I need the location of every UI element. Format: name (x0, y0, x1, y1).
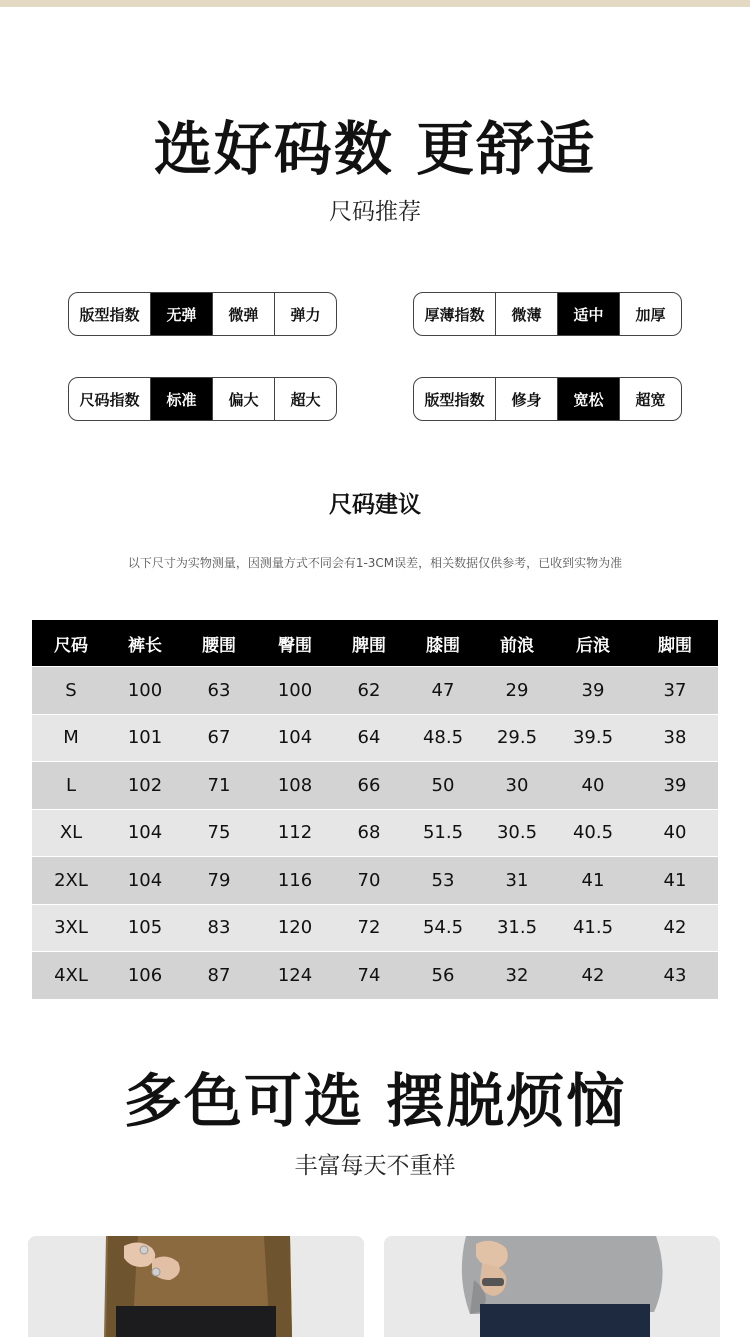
table-cell: 30 (505, 774, 529, 796)
index-option: 无弹 (150, 293, 212, 335)
table-cell: 79 (207, 869, 231, 891)
table-header-cell: 后浪 (576, 635, 610, 656)
table-cell: 100 (127, 679, 163, 701)
table-cell: 120 (277, 917, 313, 939)
index-option: 微薄 (495, 293, 557, 335)
table-cell: 124 (277, 964, 313, 986)
table-cell: 40 (663, 822, 687, 844)
table-cell: 51.5 (422, 822, 464, 844)
table-row (32, 951, 718, 999)
table-cell: 40.5 (572, 822, 614, 844)
table-cell: 105 (127, 917, 163, 939)
table-cell: 56 (431, 964, 455, 986)
table-cell: 40 (581, 774, 605, 796)
table-cell: S (65, 679, 77, 701)
index-option: 标准 (150, 378, 212, 420)
index-option: 微弹 (212, 293, 274, 335)
table-cell: 72 (357, 917, 381, 939)
table-cell: 54.5 (422, 917, 464, 939)
section-title-colors: 多色可选 摆脱烦恼 (123, 1067, 627, 1135)
index-option: 加厚 (619, 293, 681, 335)
table-cell: 42 (581, 964, 605, 986)
index-label: 尺码指数 (79, 390, 140, 409)
product-photo-brown (28, 1236, 364, 1337)
table-header-row (32, 620, 718, 666)
table-cell: 38 (663, 727, 687, 749)
table-cell: 39 (581, 679, 605, 701)
table-cell: 47 (431, 679, 455, 701)
table-cell: 104 (277, 727, 313, 749)
table-cell: 48.5 (422, 727, 464, 749)
size-advice-title: 尺码建议 (329, 492, 421, 518)
table-cell: 43 (663, 964, 687, 986)
table-cell: 83 (207, 917, 231, 939)
section-subtitle-size: 尺码推荐 (329, 199, 421, 225)
table-cell: 71 (207, 774, 231, 796)
table-cell: 41 (663, 869, 687, 891)
table-cell: 108 (277, 774, 313, 796)
index-label: 版型指数 (424, 390, 485, 409)
table-cell: 29.5 (496, 727, 538, 749)
size-table (32, 620, 718, 999)
table-cell: 62 (357, 679, 381, 701)
table-cell: 112 (277, 822, 313, 844)
table-cell: 30.5 (496, 822, 538, 844)
table-cell: 39.5 (572, 727, 614, 749)
table-header-cell: 脚围 (658, 635, 692, 656)
table-cell: 75 (207, 822, 231, 844)
table-cell: 104 (127, 869, 163, 891)
table-cell: 100 (277, 679, 313, 701)
table-cell: 4XL (54, 964, 88, 986)
table-cell: 87 (207, 964, 231, 986)
table-cell: 102 (127, 774, 163, 796)
table-header-cell: 裤长 (128, 635, 162, 656)
index-option: 宽松 (557, 378, 619, 420)
table-row (32, 809, 718, 857)
top-accent-strip (0, 0, 750, 7)
table-cell: 31.5 (496, 917, 538, 939)
table-cell: 104 (127, 822, 163, 844)
index-box-fit-shape (413, 377, 682, 421)
table-row (32, 714, 718, 762)
table-cell: M (63, 727, 79, 749)
index-option: 超大 (274, 378, 336, 420)
section-title-size: 选好码数 更舒适 (153, 115, 597, 183)
table-cell: 39 (663, 774, 687, 796)
table-cell: 41 (581, 869, 605, 891)
table-row (32, 904, 718, 952)
table-cell: 42 (663, 917, 687, 939)
table-header-cell: 膝围 (426, 635, 460, 656)
table-cell: 50 (431, 774, 455, 796)
table-cell: 31 (505, 869, 529, 891)
table-cell: 116 (277, 869, 313, 891)
size-advice-note: 以下尺寸为实物测量，因测量方式不同会有1-3CM误差，相关数据仅供参考，已收到实物为准 (127, 556, 623, 570)
table-header-cell: 前浪 (500, 635, 534, 656)
table-header-cell: 臀围 (278, 635, 312, 656)
table-cell: 106 (127, 964, 163, 986)
table-row (32, 761, 718, 809)
table-cell: 53 (431, 869, 455, 891)
table-row (32, 666, 718, 714)
index-box-fit-elasticity (68, 292, 337, 336)
table-cell: 70 (357, 869, 381, 891)
product-photo-gray (384, 1236, 720, 1337)
table-cell: 66 (357, 774, 381, 796)
table-cell: 68 (357, 822, 381, 844)
table-cell: 64 (357, 727, 381, 749)
table-cell: 37 (663, 679, 687, 701)
index-option: 修身 (495, 378, 557, 420)
index-option: 超宽 (619, 378, 681, 420)
section-subtitle-colors: 丰富每天不重样 (294, 1153, 456, 1179)
table-cell: 74 (357, 964, 381, 986)
table-cell: 32 (505, 964, 529, 986)
index-box-size (68, 377, 337, 421)
table-header-cell: 脾围 (352, 635, 386, 656)
table-cell: 63 (207, 679, 231, 701)
index-option: 偏大 (212, 378, 274, 420)
table-cell: 41.5 (572, 917, 614, 939)
table-cell: 29 (505, 679, 529, 701)
index-option: 弹力 (274, 293, 336, 335)
table-cell: 67 (207, 727, 231, 749)
table-row (32, 856, 718, 904)
table-header-cell: 腰围 (202, 635, 236, 656)
table-cell: 2XL (54, 869, 88, 891)
table-cell: L (65, 774, 77, 796)
index-label: 厚薄指数 (424, 305, 485, 324)
table-cell: 3XL (54, 917, 88, 939)
table-header-cell: 尺码 (54, 635, 88, 656)
index-label: 版型指数 (79, 305, 140, 324)
table-cell: XL (59, 822, 83, 844)
index-option: 适中 (557, 293, 619, 335)
table-cell: 101 (127, 727, 163, 749)
index-box-thickness (413, 292, 682, 336)
